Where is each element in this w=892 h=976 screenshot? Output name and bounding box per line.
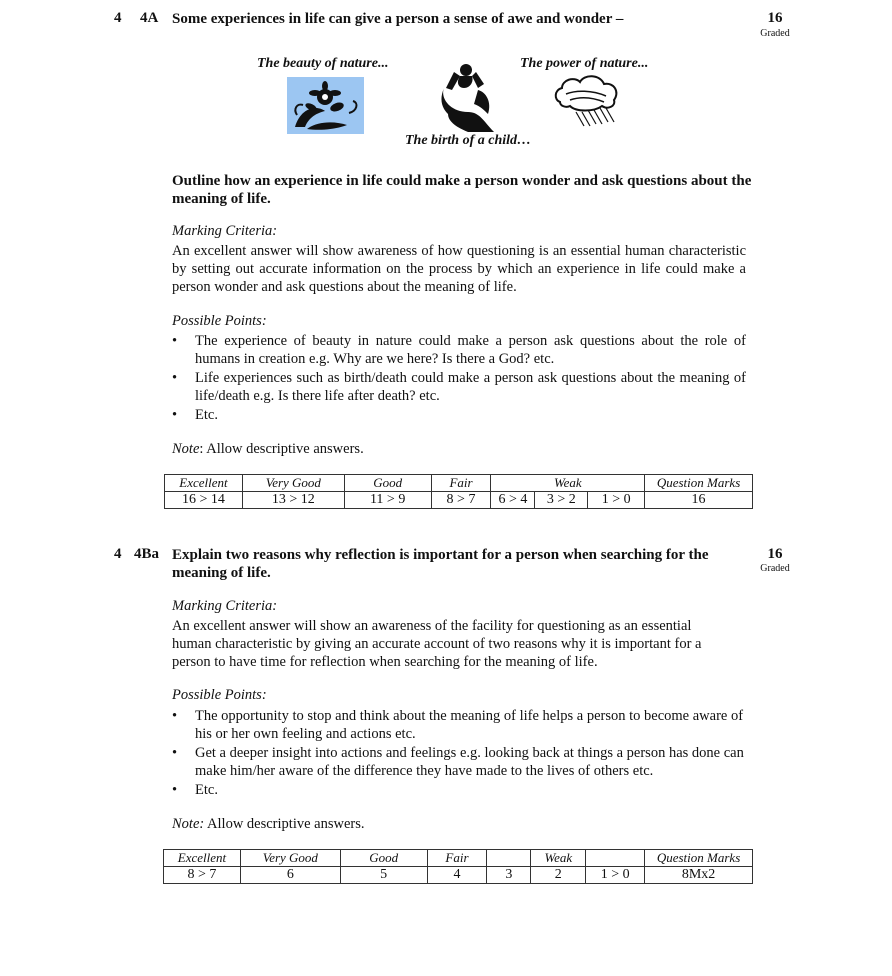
table-cell: 3 (487, 867, 531, 884)
possible-points-label: Possible Points: (172, 313, 267, 329)
header-fair: Fair (431, 475, 491, 492)
question-title: Explain two reasons why reflection is important for a person when searching for the meaning of life. (172, 547, 709, 581)
graded-label: Graded (760, 28, 790, 39)
table-cell: 1 > 0 (588, 492, 645, 509)
table-cell: 8Mx2 (645, 867, 753, 884)
table-cell: 11 > 9 (344, 492, 431, 509)
header-question-marks: Question Marks (645, 475, 753, 492)
list-item: • The experience of beauty in nature could make a person ask questions about the role of humans in creation e.g. Why are we here? Is there a God? etc. (172, 333, 746, 367)
marks-table (163, 849, 753, 884)
bullet-icon: • (172, 333, 178, 349)
header-excellent: Excellent (165, 475, 243, 492)
marking-criteria-label: Marking Criteria: (172, 598, 278, 614)
note (172, 815, 365, 833)
list-item: • Get a deeper insight into actions and feelings e.g. looking back at things a person has done can make him/her aware of the difference they have made to the lives of others etc. (172, 745, 744, 779)
table-cell: 6 > 4 (491, 492, 535, 509)
bullet-icon: • (172, 407, 178, 423)
mother-child-icon (438, 62, 502, 132)
question-code: 4A (140, 10, 159, 26)
flower-icon (287, 77, 364, 134)
caption-beauty: The beauty of nature... (257, 56, 389, 71)
storm-cloud-icon (552, 72, 622, 132)
header-excellent: Excellent (164, 850, 241, 867)
possible-points-list (172, 707, 746, 800)
table-cell: 6 (240, 867, 340, 884)
table-cell: 1 > 0 (586, 867, 645, 884)
possible-points-label: Possible Points: (172, 687, 267, 703)
table-cell: 4 (427, 867, 487, 884)
header-very-good: Very Good (240, 850, 340, 867)
list-item: • Etc. (172, 407, 218, 423)
note-text: : Allow descriptive answers. (199, 441, 364, 457)
caption-birth: The birth of a child… (405, 133, 532, 148)
bullet-icon: • (172, 745, 178, 761)
question-number: 4 (114, 10, 122, 26)
table-cell: 8 > 7 (431, 492, 491, 509)
bullet-icon: • (172, 708, 178, 724)
table-cell: 2 (531, 867, 586, 884)
table-cell: 8 > 7 (164, 867, 241, 884)
question-marks: 16 (767, 546, 783, 562)
note-label: Note (172, 441, 200, 457)
marking-criteria-text: An excellent answer will show awareness of how questioning is an essential human characteristic by setting out accurate information on the process by which an experience in life could make a person wonder and ask questions about the meaning of life. (172, 243, 746, 295)
list-item: • Etc. (172, 782, 218, 798)
header-good: Good (340, 850, 427, 867)
question-prompt: Outline how an experience in life could make a person wonder and ask questions about the meaning of life. (172, 173, 752, 207)
marking-criteria-label: Marking Criteria: (172, 223, 278, 239)
header-weak: Weak (491, 475, 645, 492)
header-blank (586, 850, 645, 867)
possible-points-list (172, 332, 746, 425)
header-very-good: Very Good (242, 475, 344, 492)
note (172, 440, 364, 458)
table-cell: 3 > 2 (535, 492, 588, 509)
table-cell: 16 > 14 (165, 492, 243, 509)
header-blank (487, 850, 531, 867)
question-code: 4Ba (134, 546, 160, 562)
marking-criteria-text: An excellent answer will show an awareness of the facility for questioning as an essential human characteristic by giving an accurate account of two reasons why it is important for a person to have time for reflection when searching for the meaning of life. (172, 618, 702, 670)
graded-label: Graded (760, 563, 790, 574)
header-question-marks: Question Marks (645, 850, 753, 867)
bullet-icon: • (172, 370, 178, 386)
question-title: Some experiences in life can give a person a sense of awe and wonder – (172, 11, 624, 27)
question-number: 4 (114, 546, 122, 562)
table-cell: 5 (340, 867, 427, 884)
list-item: • The opportunity to stop and think about the meaning of life helps a person to become aware of his or her own feeling and actions etc. (172, 708, 744, 742)
table-cell: 16 (645, 492, 753, 509)
header-fair: Fair (427, 850, 487, 867)
list-item: • Life experiences such as birth/death could make a person ask questions about the meaning of life/death e.g. Is there life after death? etc. (172, 370, 746, 404)
caption-power: The power of nature... (520, 56, 649, 71)
note-text: Allow descriptive answers. (204, 816, 365, 832)
table-cell: 13 > 12 (242, 492, 344, 509)
header-good: Good (344, 475, 431, 492)
bullet-icon: • (172, 782, 178, 798)
header-weak: Weak (531, 850, 586, 867)
note-label: Note: (172, 816, 205, 832)
marks-table (164, 474, 753, 509)
question-marks: 16 (767, 10, 783, 26)
